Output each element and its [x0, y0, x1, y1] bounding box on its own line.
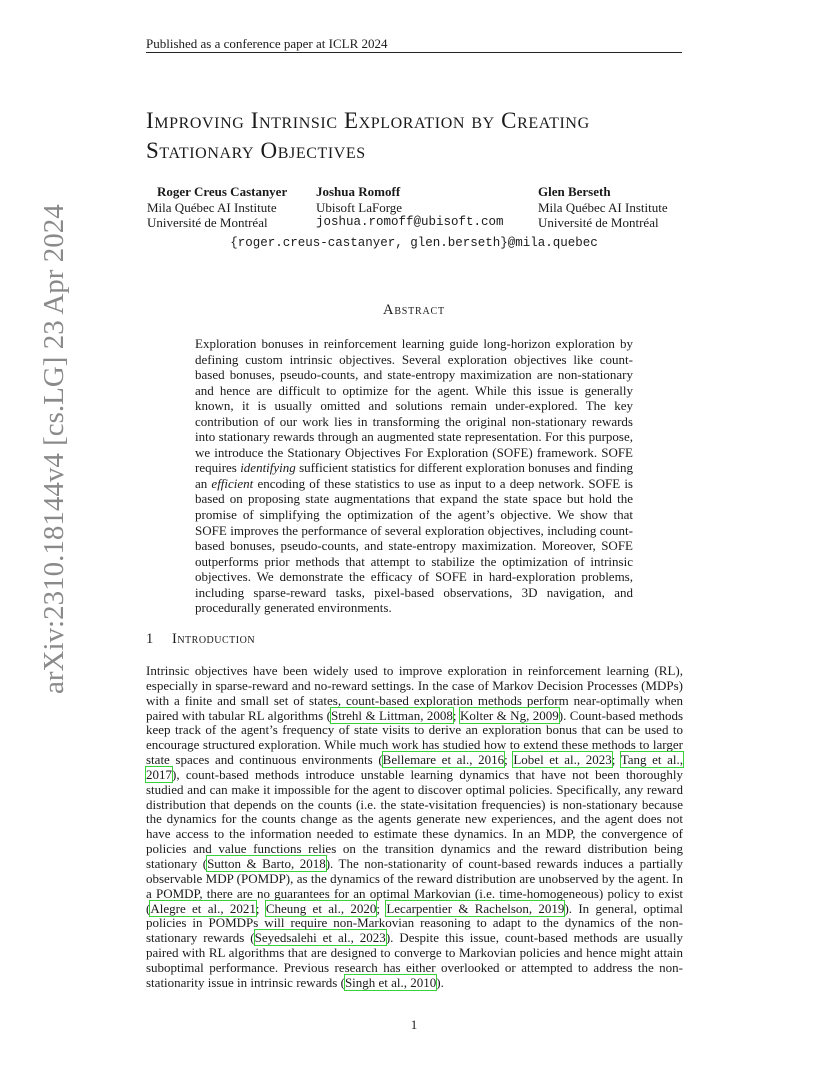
author-block-1 [147, 184, 288, 231]
author-name: Joshua Romoff [316, 184, 401, 199]
citation-link[interactable]: Alegre et al., 2021 [150, 900, 256, 916]
shared-emails[interactable]: {roger.creus-castanyer, glen.berseth}@mila.quebec [230, 236, 598, 250]
abstract-emphasis: efficient [211, 475, 254, 491]
title-line-2: Stationary Objectives [146, 138, 366, 163]
running-header: Published as a conference paper at ICLR 2024 [146, 36, 388, 51]
citation-link[interactable]: Sutton & Barto, 2018 [207, 855, 326, 871]
abstract-text [195, 336, 633, 616]
citation-link[interactable]: Strehl & Littman, 2008 [330, 707, 453, 723]
author-affiliation: Université de Montréal [538, 215, 659, 230]
intro-text: ; [611, 752, 621, 768]
author-affiliation: Mila Québec AI Institute [538, 199, 668, 215]
citation-link[interactable]: Lecarpentier & Rachelson, 2019 [386, 900, 565, 916]
author-email[interactable]: joshua.romoff@ubisoft.com [316, 215, 504, 229]
citation-link[interactable]: Lobel et al., 2023 [513, 752, 612, 768]
intro-text: ). Count-based methods keep track of the agent’s frequency of state visits to derive an exploration bonus that can be used to encourage structured exploration. While much work has studied how to extend these methods to larger state spaces and continuous environments ( [146, 707, 683, 768]
intro-text: ; [376, 900, 387, 916]
header-rule [146, 52, 682, 53]
abstract-part: Exploration bonuses in reinforcement learning guide long-horizon exploration by defining custom intrinsic objectives. Several exploration objectives like count-based bonuses, pseudo-counts, and state-entropy maximization are non-stationary and hence are difficult to optimize for the agent. While this issue is generally known, it is usually omitted and solutions remain under-explored. The key contribution of our work lies in transforming the original non-stationary rewards into stationary rewards through an augmented state representation. For this purpose, we introduce the Stationary Objectives For Exploration (SOFE) framework. SOFE requires [195, 336, 633, 476]
page-number: 1 [410, 1017, 418, 1032]
author-block-3 [538, 184, 668, 231]
author-block-2 [316, 184, 504, 231]
intro-text: ; [504, 752, 514, 768]
intro-text: ). In general, optimal policies in POMDPs will require non-Markovian reasoning to adapt to the dynamics of the non-stationary rewards ( [146, 900, 683, 946]
intro-text: ). Despite this issue, count-based methods are usually paired with RL algorithms that are designed to converge to Markovian policies and hence might attain suboptimal performance. Previous research has either overlooked or attempted to address the non-stationarity issue in intrinsic rewards ( [146, 930, 684, 990]
title-line-1: Improving Intrinsic Exploration by Creating [146, 108, 590, 133]
author-affiliation: Université de Montréal [147, 215, 268, 230]
intro-text: Intrinsic objectives have been widely used to improve exploration in reinforcement learning (RL), especially in sparse-reward and no-reward settings. In the case of Markov Decision Processes (MDPs) with a finite and small set of states, count-based exploration methods perform near-optimally when paired with tabular RL algorithms ( [146, 663, 683, 723]
citation-link[interactable]: Seyedsalehi et al., 2023 [254, 930, 386, 946]
author-affiliation: Ubisoft LaForge [316, 199, 403, 215]
citation-link[interactable]: Cheung et al., 2020 [265, 900, 377, 916]
intro-text: ). The non-stationarity of count-based rewards induces a partially observable MDP (POMDP), as the dynamics of the reward distribution are unobserved by the agent. In a POMDP, there are no guarantees for an optimal Markovian (i.e. time-homogeneous) policy to exist ( [146, 855, 683, 916]
author-affiliation: Mila Québec AI Institute [147, 199, 277, 215]
section-number: 1 [146, 631, 154, 647]
abstract-heading: Abstract [383, 302, 445, 318]
arxiv-identifier: arXiv:2310.18144v4 [cs.LG] 23 Apr 2024 [38, 204, 70, 694]
introduction-text [146, 664, 683, 991]
abstract-emphasis: identifying [240, 460, 296, 476]
paper-title [146, 106, 706, 166]
author-name: Roger Creus Castanyer [157, 184, 288, 199]
section-title: Introduction [172, 631, 256, 647]
author-name: Glen Berseth [538, 184, 611, 199]
intro-text: ; [255, 900, 266, 916]
citation-link[interactable]: Tang et al., 2017 [146, 752, 683, 782]
intro-text: ). [436, 974, 444, 990]
citation-link[interactable]: Singh et al., 2010 [344, 974, 437, 990]
abstract-part: encoding of these statistics to use as input to a deep network. SOFE is based on proposing state augmentations that expand the state space but hold the promise of simplifying the optimization of the agent’s objective. We show that SOFE improves the performance of several exploration objectives, including count-based bonuses, pseudo-counts, and state-entropy maximization. Moreover, SOFE outperforms prior methods that attempt to stabilize the optimization of intrinsic objectives. We demonstrate the efficacy of SOFE in hard-exploration problems, including sparse-reward tasks, pixel-based observations, 3D navigation, and procedurally generated environments. [195, 475, 633, 616]
citation-link[interactable]: Kolter & Ng, 2009 [459, 707, 559, 723]
intro-text: ; [452, 707, 460, 723]
intro-text: ), count-based methods introduce unstable learning dynamics that have not been thoroughly studied and can make it impossible for the agent to discover optimal policies. Specifically, any reward distribution that depends on the counts (i.e. the state-visitation frequencies) is non-stationary because the dynamics for the counts change as the agents generate new experiences, and the agent does not have access to the information needed to estimate these dynamics. In an MDP, the convergence of policies and value functions relies on the transition dynamics and the reward distribution being stationary ( [146, 766, 683, 871]
section-heading [146, 631, 255, 648]
citation-link[interactable]: Bellemare et al., 2016 [382, 752, 505, 768]
abstract-part: sufficient statistics for different exploration bonuses and finding an [195, 460, 633, 491]
